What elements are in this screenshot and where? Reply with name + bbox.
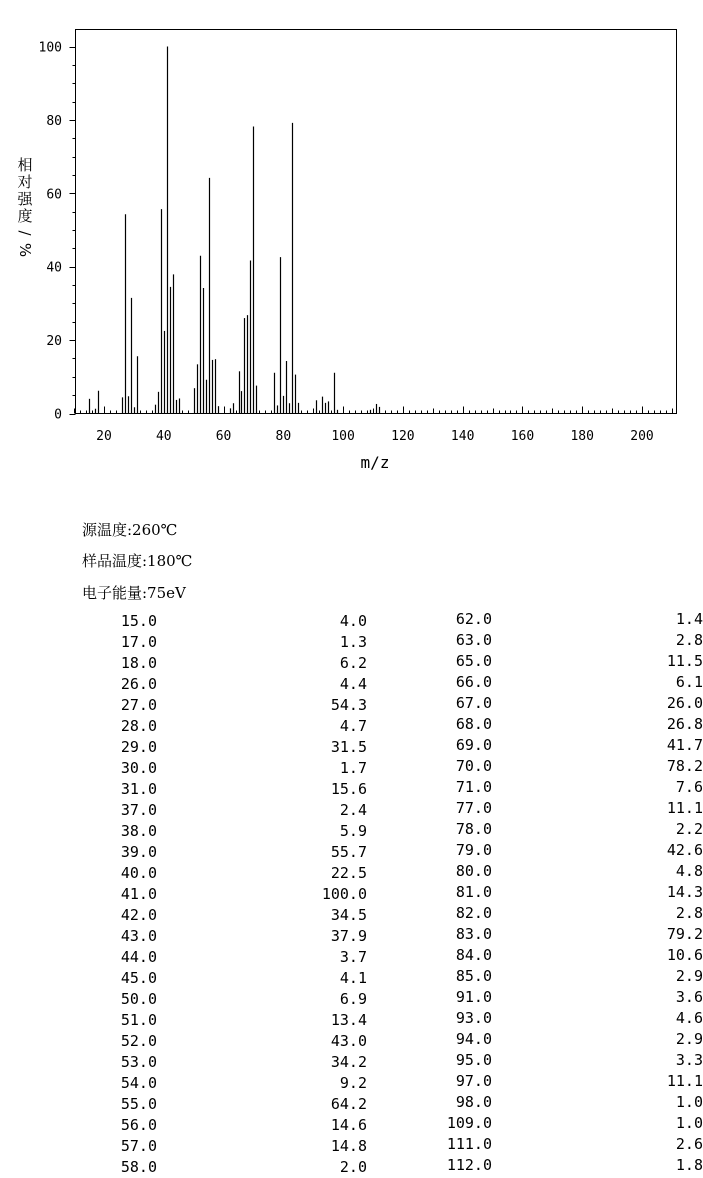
mz-value: 79.0 (455, 841, 492, 859)
mz-value: 93.0 (455, 1009, 492, 1027)
mz-value: 111.0 (446, 1135, 492, 1153)
y-axis-title-char: % (16, 242, 34, 258)
mz-value: 112.0 (446, 1156, 492, 1174)
mz-value: 17.0 (120, 633, 157, 651)
mz-value: 109.0 (446, 1114, 492, 1132)
y-tick-label: 40 (46, 260, 62, 276)
abundance-value: 22.5 (330, 864, 367, 882)
x-tick-label: 200 (630, 429, 654, 444)
mz-value: 41.0 (120, 885, 157, 903)
abundance-value: 3.6 (675, 988, 703, 1006)
mz-value: 58.0 (120, 1158, 157, 1176)
mz-value: 39.0 (120, 843, 157, 861)
abundance-value: 10.6 (666, 946, 703, 964)
y-axis-title-char: 度 (17, 207, 33, 225)
y-tick-label: 100 (38, 40, 62, 56)
mz-value: 56.0 (120, 1116, 157, 1134)
mz-value: 42.0 (120, 906, 157, 924)
abundance-value: 4.6 (675, 1009, 703, 1027)
abundance-value: 41.7 (666, 736, 703, 754)
x-axis-title: m/z (360, 453, 390, 472)
mz-value: 28.0 (120, 717, 157, 735)
abundance-value: 1.8 (675, 1156, 703, 1174)
abundance-value: 13.4 (330, 1011, 367, 1029)
y-tick-label: 80 (46, 113, 62, 129)
mz-value: 15.0 (120, 612, 157, 630)
y-tick-label: 60 (46, 187, 62, 203)
mz-value: 27.0 (120, 696, 157, 714)
abundance-value: 14.3 (666, 883, 703, 901)
x-tick-label: 100 (331, 429, 355, 444)
y-axis-title-char: 相 (17, 156, 33, 174)
y-axis-title (16, 156, 34, 257)
abundance-value: 2.6 (675, 1135, 703, 1153)
abundance-value: 43.0 (330, 1032, 367, 1050)
mz-value: 51.0 (120, 1011, 157, 1029)
y-tick-label: 20 (46, 334, 62, 350)
mz-value: 71.0 (455, 778, 492, 796)
abundance-value: 1.4 (675, 610, 703, 628)
abundance-value: 100.0 (321, 885, 367, 903)
abundance-value: 1.7 (339, 759, 367, 777)
mz-value: 31.0 (120, 780, 157, 798)
mz-value: 82.0 (455, 904, 492, 922)
abundance-value: 37.9 (330, 927, 367, 945)
x-tick-label: 20 (96, 429, 112, 444)
mz-value: 40.0 (120, 864, 157, 882)
x-tick-label: 140 (450, 429, 475, 444)
abundance-value: 2.8 (675, 631, 703, 649)
mz-value: 50.0 (120, 990, 157, 1008)
mz-value: 18.0 (120, 654, 157, 672)
abundance-value: 4.0 (339, 612, 367, 630)
abundance-value: 79.2 (666, 925, 703, 943)
mz-value: 98.0 (455, 1093, 492, 1111)
abundance-value: 34.2 (330, 1053, 367, 1071)
electron-energy: 电子能量:75eV (82, 584, 186, 602)
abundance-value: 15.6 (330, 780, 367, 798)
y-axis-title-char: 对 (17, 173, 33, 191)
abundance-value: 14.8 (330, 1137, 367, 1155)
abundance-value: 6.2 (339, 654, 367, 672)
spectrum-peaks (90, 47, 380, 414)
abundance-value: 31.5 (330, 738, 367, 756)
abundance-value: 2.9 (675, 967, 703, 985)
x-tick-label: 180 (570, 429, 594, 444)
mz-value: 81.0 (455, 883, 492, 901)
mz-value: 95.0 (455, 1051, 492, 1069)
y-axis-ticks (39, 41, 76, 423)
mz-value: 94.0 (455, 1030, 492, 1048)
mz-value: 70.0 (455, 757, 492, 775)
y-tick-label: 0 (54, 407, 62, 423)
abundance-value: 55.7 (330, 843, 367, 861)
abundance-value: 6.9 (339, 990, 367, 1008)
sample-temperature: 样品温度:180℃ (82, 552, 193, 570)
mz-value: 80.0 (455, 862, 492, 880)
y-axis-title-char: 强 (17, 190, 33, 208)
mz-value: 30.0 (120, 759, 157, 777)
abundance-value: 4.8 (675, 862, 703, 880)
abundance-value: 4.4 (339, 675, 367, 693)
mz-value: 77.0 (455, 799, 492, 817)
abundance-value: 4.1 (339, 969, 367, 987)
mz-value: 54.0 (120, 1074, 157, 1092)
mz-value: 44.0 (120, 948, 157, 966)
abundance-value: 11.1 (666, 799, 703, 817)
mz-value: 52.0 (120, 1032, 157, 1050)
abundance-value: 78.2 (666, 757, 703, 775)
abundance-value: 26.8 (666, 715, 703, 733)
mz-value: 55.0 (120, 1095, 157, 1113)
abundance-value: 2.4 (339, 801, 367, 819)
abundance-value: 2.2 (675, 820, 703, 838)
abundance-value: 2.8 (675, 904, 703, 922)
abundance-value: 3.7 (339, 948, 367, 966)
mz-value: 69.0 (455, 736, 492, 754)
abundance-value: 1.0 (675, 1114, 703, 1132)
mz-value: 63.0 (455, 631, 492, 649)
y-axis-title-char: / (16, 230, 34, 236)
x-tick-label: 60 (215, 429, 232, 444)
plot-frame (76, 30, 677, 414)
abundance-value: 1.0 (675, 1093, 703, 1111)
abundance-value: 42.6 (666, 841, 703, 859)
source-temperature: 源温度:260℃ (82, 521, 178, 539)
x-tick-label: 80 (275, 429, 292, 444)
x-tick-label: 40 (155, 429, 172, 444)
mz-value: 57.0 (120, 1137, 157, 1155)
mz-value: 37.0 (120, 801, 157, 819)
x-tick-label: 160 (510, 429, 535, 444)
abundance-value: 3.3 (675, 1051, 703, 1069)
mz-value: 97.0 (455, 1072, 492, 1090)
abundance-value: 7.6 (675, 778, 703, 796)
mz-value: 78.0 (455, 820, 492, 838)
mz-value: 68.0 (455, 715, 492, 733)
abundance-value: 26.0 (666, 694, 703, 712)
mz-value: 67.0 (455, 694, 492, 712)
mz-value: 38.0 (120, 822, 157, 840)
mz-value: 62.0 (455, 610, 492, 628)
abundance-value: 5.9 (339, 822, 367, 840)
abundance-value: 34.5 (330, 906, 367, 924)
mz-value: 91.0 (455, 988, 492, 1006)
mz-value: 85.0 (455, 967, 492, 985)
abundance-value: 54.3 (330, 696, 367, 714)
abundance-value: 11.1 (666, 1072, 703, 1090)
mz-value: 65.0 (455, 652, 492, 670)
mz-value: 43.0 (120, 927, 157, 945)
mass-spectrum-chart (0, 0, 687, 480)
mz-value: 53.0 (120, 1053, 157, 1071)
abundance-value: 6.1 (675, 673, 703, 691)
mz-value: 26.0 (120, 675, 157, 693)
mz-value: 83.0 (455, 925, 492, 943)
mz-value: 84.0 (455, 946, 492, 964)
abundance-value: 11.5 (666, 652, 703, 670)
mz-value: 45.0 (120, 969, 157, 987)
mz-value: 66.0 (455, 673, 492, 691)
abundance-value: 1.3 (339, 633, 367, 651)
abundance-value: 9.2 (339, 1074, 367, 1092)
mz-value: 29.0 (120, 738, 157, 756)
abundance-value: 2.9 (675, 1030, 703, 1048)
abundance-value: 4.7 (339, 717, 367, 735)
abundance-value: 14.6 (330, 1116, 367, 1134)
abundance-value: 2.0 (339, 1158, 367, 1176)
x-tick-label: 120 (391, 429, 415, 444)
abundance-value: 64.2 (330, 1095, 367, 1113)
